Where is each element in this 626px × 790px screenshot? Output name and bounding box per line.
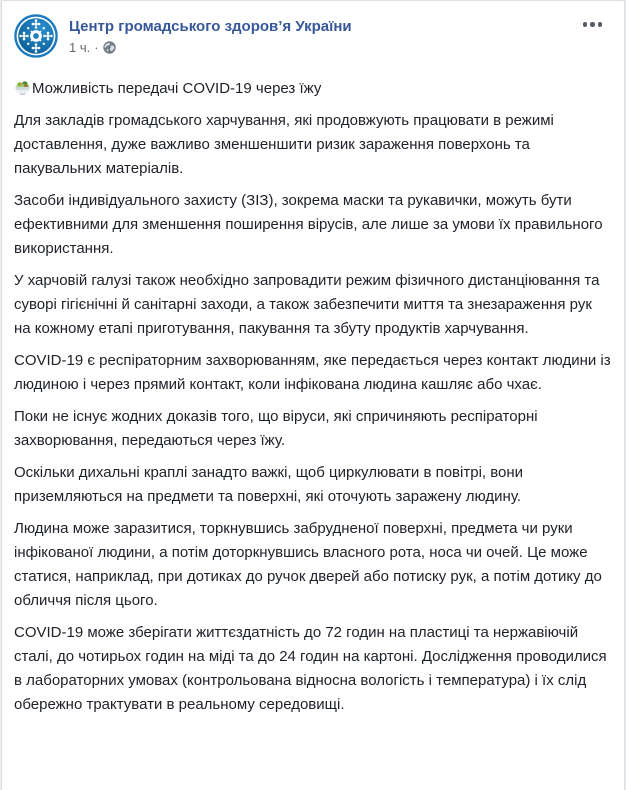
post-title-line (14, 77, 612, 101)
salad-icon (14, 79, 31, 96)
post-body (2, 77, 624, 731)
globe-icon (103, 41, 116, 54)
page-name-link[interactable]: Центр громадського здоров’я України (69, 18, 352, 35)
post-paragraph: COVID-19 може зберігати життєздатність до 72 годин на пластиці та нержавіючій сталі, до чотирьох годин на міді та до 24 годин на картоні. Дослідження проводилися в лабораторних умовах (контрольована відносна вологість і температура) і їх слід обережно трактувати в реальному середовищі. (14, 624, 607, 713)
post-paragraph: У харчовій галузі також необхідно запровадити режим фізичного дистанціювання та суворі гігієнічні й санітарні заходи, а також забезпечити миття та знезараження рук на кожному етапі приготування, пакування та збуту продуктів харчування. (14, 272, 600, 337)
post-paragraph: Оскільки дихальні краплі занадто важкі, щоб циркулювати в повітрі, вони приземляються на предмети та поверхні, які оточують заражену людину. (14, 464, 524, 505)
post-paragraph: Для закладів громадського харчування, які продовжують працювати в режимі доставлення, дуже важливо зменшеншити ризик зараження поверхонь та пакувальних матеріалів. (14, 112, 554, 177)
post-card (1, 0, 625, 790)
post-title-text: Можливість передачі COVID-19 через їжу (32, 80, 322, 97)
post-paragraph: Людина може заразитися, торкнувшись забрудненої поверхні, предмета чи руки інфікованої людини, а потім доторкнувшись власного рота, носа чи очей. Це може статися, наприклад, при дотиках до ручок дверей або потиску рук, а потім дотику до обличчя після цього. (14, 520, 602, 609)
post-header (2, 1, 624, 58)
post-paragraph: Засоби індивідуального захисту (ЗІЗ), зокрема маски та рукавички, можуть бути ефективними для зменшення поширення вірусів, але лише за умови їх правильного використання. (14, 192, 603, 257)
meta-separator: · (94, 40, 99, 55)
post-meta (69, 40, 352, 55)
post-paragraph: COVID-19 є респіраторним захворюванням, яке передається через контакт людини із людиною і через прямий контакт, коли інфікована людина кашляє або чхає. (14, 352, 611, 393)
ellipsis-icon (583, 22, 588, 27)
ellipsis-icon (590, 22, 595, 27)
header-info (69, 14, 352, 55)
post-options-button[interactable] (579, 16, 607, 33)
post-paragraph: Поки не існує жодних доказів того, що віруси, які спричиняють респіраторні захворювання, передаються через їжу. (14, 408, 538, 449)
page-avatar[interactable] (14, 14, 58, 58)
post-paragraphs (14, 109, 612, 717)
ellipsis-icon (598, 22, 603, 27)
timestamp-link[interactable]: 1 ч. (69, 40, 91, 55)
